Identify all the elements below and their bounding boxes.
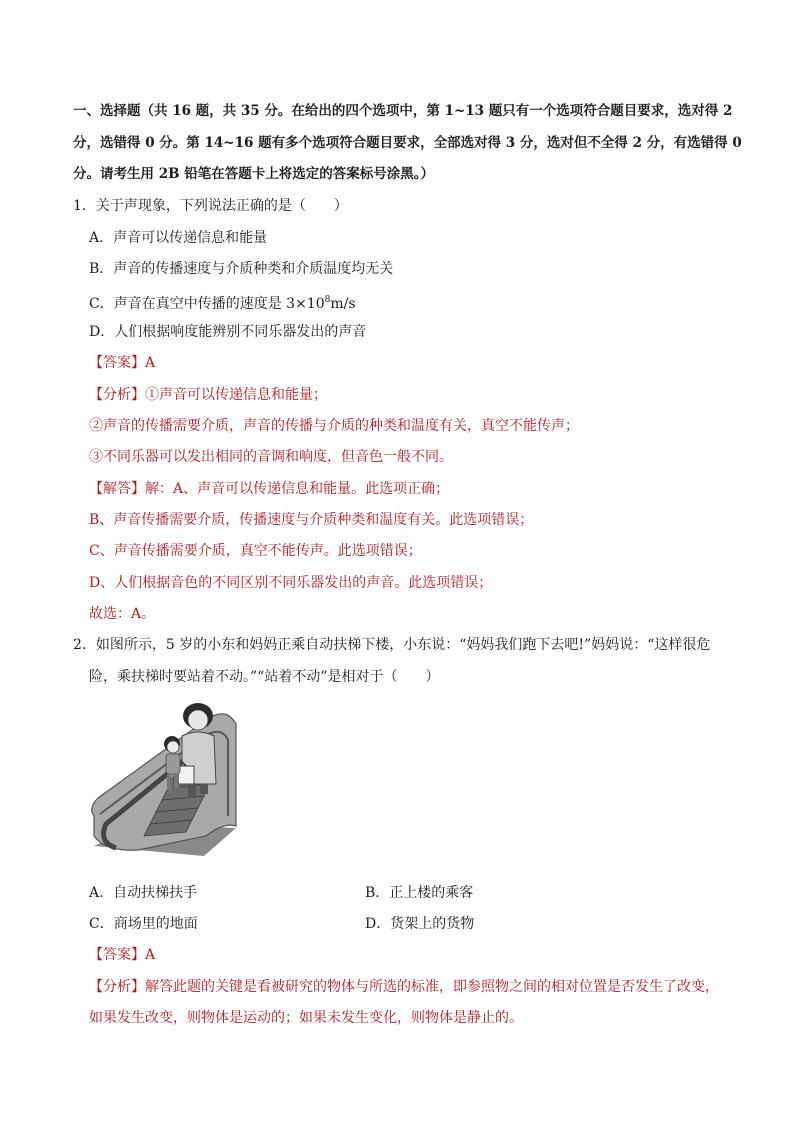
section-header-line-3: 分。请考生用 2B 铅笔在答题卡上将选定的答案标号涂黑。） (73, 166, 434, 182)
question-1-answer (89, 353, 155, 373)
answer-value: A (145, 947, 156, 963)
question-2-option-c: C．商场里的地面 (89, 916, 198, 932)
question-1-solution-3: C、声音传播需要介质，真空不能传声。此选项错误； (89, 543, 422, 559)
question-1-stem: 1．关于声现象，下列说法正确的是（ ） (73, 198, 348, 214)
question-2-analysis-2: 如果发生改变，则物体是运动的；如果未发生变化，则物体是静止的。 (89, 1010, 523, 1026)
question-2-analysis-1 (89, 977, 719, 997)
question-1-option-b: B．声音的传播速度与介质种类和介质温度均无关 (89, 261, 394, 277)
question-1-analysis-1 (89, 385, 327, 405)
answer-label: 【答案】 (89, 947, 145, 963)
answer-label: 【答案】 (89, 355, 145, 371)
question-1-solution-1 (89, 479, 449, 499)
section-header-line-1: 一、选择题（共 16 题，共 35 分。在给出的四个选项中，第 1~13 题只有一个选项符合题目要求，选对得 2 (73, 103, 733, 119)
question-2-option-a: A．自动扶梯扶手 (89, 885, 198, 901)
answer-value: A (145, 355, 156, 371)
solution-label: 【解答】 (89, 481, 145, 497)
question-1-solution-4: D、人们根据音色的不同区别不同乐器发出的声音。此选项错误； (89, 575, 493, 591)
question-2-stem-line-1: 2．如图所示，5 岁的小东和妈妈正乘自动扶梯下楼，小东说：“妈妈我们跑下去吧!”妈妈说：“这样很危 (73, 637, 711, 653)
analysis-text: 解答此题的关键是看被研究的物体与所选的标准，即参照物之间的相对位置是否发生了改变， (145, 979, 719, 995)
question-1-option-a: A．声音可以传递信息和能量 (89, 230, 268, 246)
solution-text: 解：A、声音可以传递信息和能量。此选项正确； (145, 481, 450, 497)
question-2-stem-line-2: 险，乘扶梯时要站着不动。”“站着不动”是相对于（ ） (89, 669, 440, 685)
question-1-option-d: D．人们根据响度能辨别不同乐器发出的声音 (89, 324, 367, 340)
escalator-illustration (86, 696, 244, 862)
analysis-label: 【分析】 (89, 387, 145, 403)
analysis-label: 【分析】 (89, 979, 145, 995)
question-2-option-d: D．货架上的货物 (365, 916, 475, 932)
option-c-exponent: 8 (324, 295, 331, 305)
question-1-analysis-3: ③不同乐器可以发出相同的音调和响度，但音色一般不同。 (89, 449, 453, 465)
question-2-answer (89, 945, 155, 965)
option-c-text: C．声音在真空中传播的速度是 3×10 (89, 296, 325, 312)
question-1-choose: 故选：A。 (89, 606, 156, 622)
section-header-line-2: 分，选错得 0 分。第 14~16 题有多个选项符合题目要求，全部选对得 3 分，选对但不全得 2 分，有选错得 0 (73, 135, 742, 151)
option-c-unit: m/s (330, 296, 356, 312)
question-1-analysis-2: ②声音的传播需要介质，声音的传播与介质的种类和温度有关，真空不能传声； (89, 418, 579, 434)
question-2-option-b: B．正上楼的乘客 (365, 885, 474, 901)
question-1-option-c (89, 290, 356, 314)
analysis-text: ①声音可以传递信息和能量； (145, 387, 327, 403)
question-1-solution-2: B、声音传播需要介质，传播速度与介质种类和温度有关。此选项错误； (89, 512, 534, 528)
